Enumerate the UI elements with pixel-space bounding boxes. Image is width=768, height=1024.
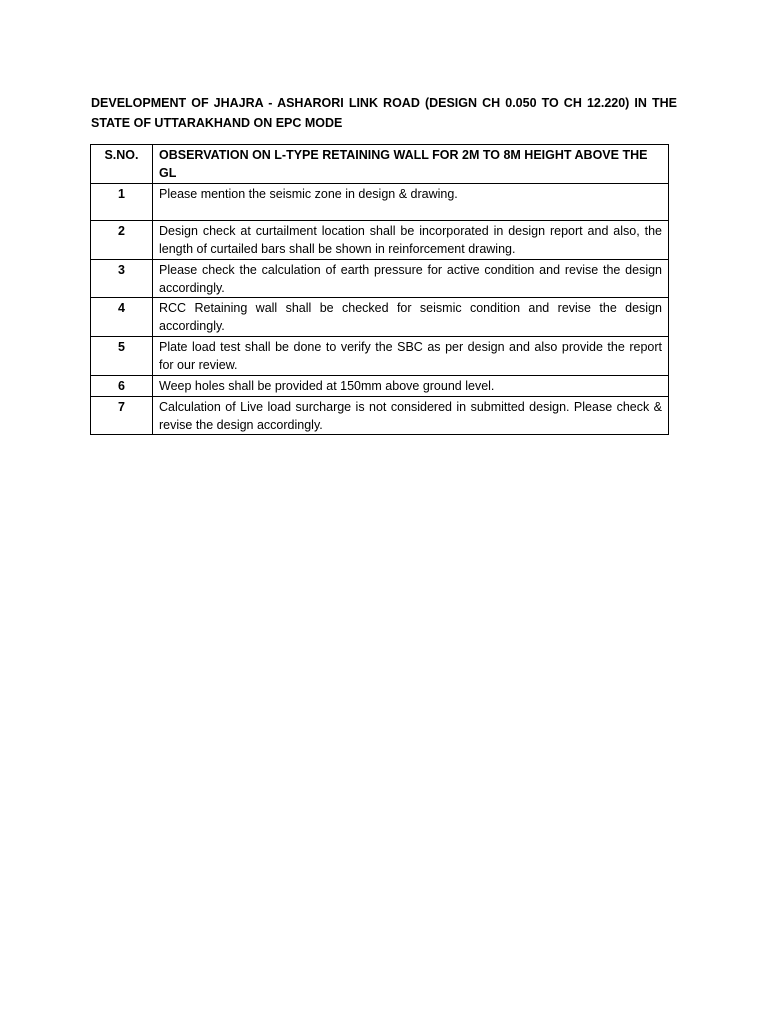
- table-row: [91, 260, 669, 298]
- row-sno: 4: [91, 298, 153, 337]
- sno-column-header: S.NO.: [91, 145, 153, 184]
- row-observation: Plate load test shall be done to verify the SBC as per design and also provide the report for our review.: [153, 337, 669, 376]
- observation-column-header: OBSERVATION ON L-TYPE RETAINING WALL FOR 2M TO 8M HEIGHT ABOVE THE GL: [153, 145, 669, 184]
- row-sno: 3: [91, 260, 153, 298]
- row-observation: Calculation of Live load surcharge is not considered in submitted design. Please check & revise the design accordingly.: [153, 397, 669, 435]
- row-sno: 2: [91, 221, 153, 260]
- row-sno: 6: [91, 376, 153, 397]
- row-observation: Weep holes shall be provided at 150mm above ground level.: [153, 376, 669, 397]
- row-observation: Please check the calculation of earth pressure for active condition and revise the design accordingly.: [153, 260, 669, 298]
- table-row: [91, 397, 669, 435]
- row-observation: Please mention the seismic zone in design & drawing.: [153, 184, 669, 221]
- table-row: [91, 376, 669, 397]
- table-row: [91, 221, 669, 260]
- table-header-row: [91, 145, 669, 184]
- table-row: [91, 337, 669, 376]
- document-title: DEVELOPMENT OF JHAJRA - ASHARORI LINK ROAD (DESIGN CH 0.050 TO CH 12.220) IN THE STATE OF UTTARAKHAND ON EPC MODE: [91, 96, 677, 130]
- observation-table: [90, 144, 669, 435]
- row-sno: 1: [91, 184, 153, 221]
- row-observation: RCC Retaining wall shall be checked for seismic condition and revise the design accordingly.: [153, 298, 669, 337]
- table-row: [91, 184, 669, 221]
- row-sno: 5: [91, 337, 153, 376]
- table-row: [91, 298, 669, 337]
- row-sno: 7: [91, 397, 153, 435]
- row-observation: Design check at curtailment location shall be incorporated in design report and also, the length of curtailed bars shall be shown in reinforcement drawing.: [153, 221, 669, 260]
